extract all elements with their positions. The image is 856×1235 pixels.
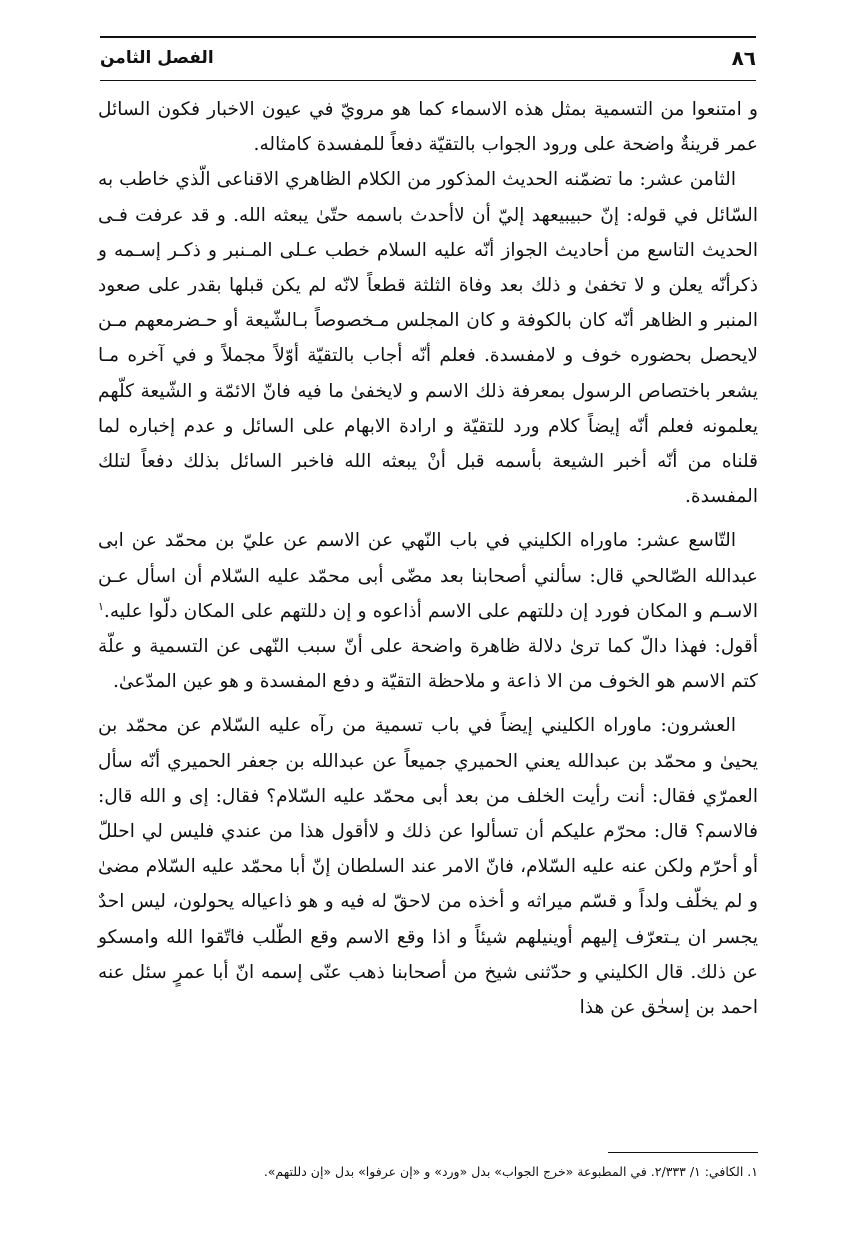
paragraph-2: الثامن عشر: ما تضمّنه الحديث المذكور من الكلام الظاهري الاقناعى الّذي خاطب به السّائل في قوله: إنّ حبيبيعهد إليّ أن لاأحدث باسمه حتّىٰ يبعثه الله. و قد عرفت فـى الحديث التاسع من أحاديث الجواز أنّه عليه السلام خطب عـلى المـنبر و ذكـر إسـمه و ذكرأنّه يعلن و لا تخفىٰ و ذلك بعد وفاة الثلثة قطعاً لانّه لم يكن قبلها بقدر على صعود المنبر و الظاهر أنّه كان بالكوفة و كان المجلس مـخصوصاً بـالشّيعة أو حـضرمعهم مـن لايحصل بحضوره خوف و لامفسدة. فعلم أنّه أجاب بالتقيّة أوّلاً مجملاً و في آخره مـا يشعر باختصاص الرسول بمعرفة ذلك الاسم و لايخفىٰ ما فيه فانّ الائمّة و الشّيعة كلّهم يعلمونه فعلم أنّه إيضاً كلام ورد للتقيّة و ارادة الابهام على السائل و عدم إخباره لما قلناه من أنّه أخبر الشيعة بأسمه قبل أنْ يبعثه الله فاخبر السائل بذلك دفعاً لتلك المفسدة. xyxy=(98,169,758,508)
chapter-title: الفصل الثامن xyxy=(100,48,214,68)
paragraph-1: و امتنعوا من التسمية بمثل هذه الاسماء كما هو مرويّ في عيون الاخبار فكون السائل عمر قرينةٌ واضحة على ورود الجواب بالتقيّة دفعاً للمفسدة كامثاله. xyxy=(98,99,758,156)
page-number: ٨٦ xyxy=(731,46,756,70)
footnote-reference: ١ xyxy=(98,599,104,613)
paragraph-3 xyxy=(98,523,758,699)
paragraph-4: العشرون: ماوراه الكليني إيضاً في باب تسمية من رآه عليه السّلام عن محمّد بن يحيىٰ و محمّد بن عبدالله يعني الحميري جميعاً عن عبدالله بن جعفر الحميري أنّه سأل العمرّي فقال: أنت رأيت الخلف من بعد أبى محمّد عليه السّلام؟ فقال: إى و الله قال: فالاسم؟ قال: محرّم عليكم أن تسألوا عن ذلك و لاأقول هذا من عندي فليس لي احللّ أو أحرّم ولكن عنه عليه السّلام، فانّ الامر عند السلطان إنّ أبا محمّد عليه السّلام مضىٰ و لم يخلّف ولداً و قسّم ميراثه و أخذه من لاحقّ له فيه و هو ذاعياله يحولون، ليس احدٌ يجسر ان يـتعرّف إليهم أوينيلهم شيئاً و اذا وقع الاسم وقع الطّلب فاتّقوا الله وامسكو عن ذلك. قال الكليني و حدّثنى شيخ من أصحابنا ذهب عنّى إسمه انّ أبا عمرٍ سئل عنه احمد بن إسحٰق عن هذا xyxy=(98,715,758,1019)
footnote: ١. الكافي: ١/ ٢/٣٣٣. في المطبوعة «خرج الجواب» بدل «ورد» و «إن عرفوا» بدل «إن دللتهم». xyxy=(263,1164,758,1179)
header-rule-bottom xyxy=(100,80,756,81)
paragraph-3-continuation: أقول: فهذا دالّ كما ترىٰ دلالة ظاهرة واضحة على أنّ سبب النّهى عن التسمية و علّة كتم الاسم هو الخوف من الا ذاعة و ملاحظة التقيّة و دفع المفسدة و هو عين المدّعىٰ. xyxy=(98,636,758,693)
footnote-separator xyxy=(608,1152,758,1153)
running-header xyxy=(100,38,756,78)
main-text xyxy=(98,92,758,1034)
paragraph-3-text: التّاسع عشر: ماوراه الكليني في باب النّهي عن الاسم عن عليّ بن محمّد عن ابى عبدالله الصّالحي قال: سألني أصحابنا بعد مضّى أبى محمّد عليه السّلام أن اسأل عـن الاسـم و المكان فورد إن دللتهم على الاسم أذاعوه و إن دللتهم على المكان دلّوا عليه. xyxy=(98,530,758,622)
